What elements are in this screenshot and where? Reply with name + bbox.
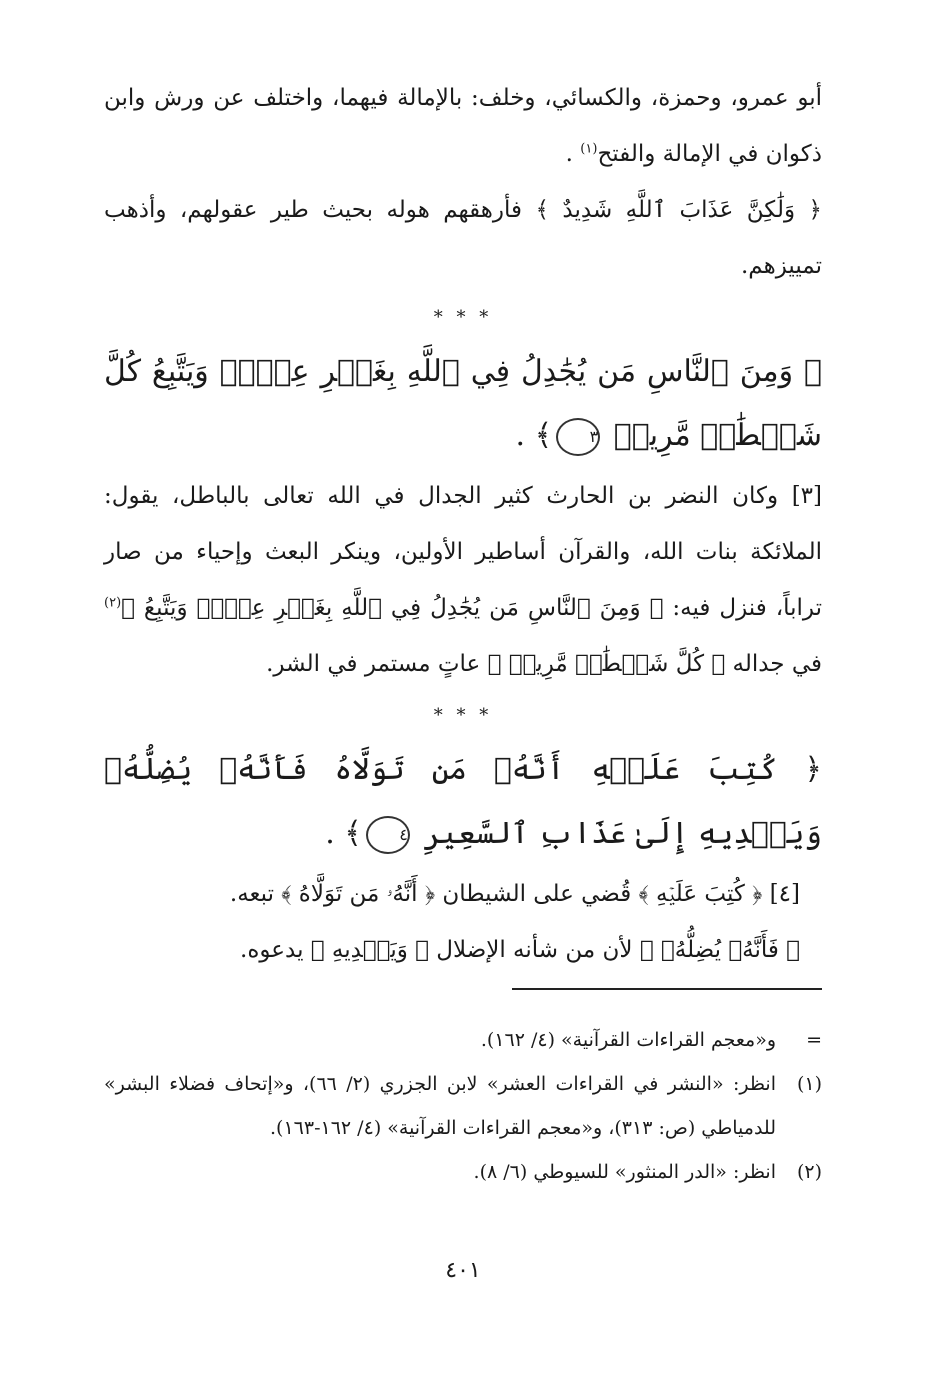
tafsir-3-text-b: في جداله [732,651,822,677]
verse-4-text: ﴿ كُتِبَ عَلَيۡهِ أَنَّهُۥ مَن تَوَلَّاهُ فَأَنَّهُۥ يُضِلُّهُۥ وَيَهۡدِيهِ إِلَىٰ عَذَابِ ٱلسَّعِيرِ [104,752,822,851]
tafsir-4-text-1: ﴿ كُتِبَ عَلَيۡهِ ﴾ قُضي على الشيطان ﴿ أَنَّهُۥ مَن تَوَلَّاهُ ﴾ تبعه. [229,881,763,907]
page-body [104,70,822,978]
readings-end: . [565,141,573,167]
footnote-continuation [104,1018,822,1062]
footnote-ref-2[interactable]: (٢) [104,595,122,611]
tafsir-3-text-c: عاتٍ مستمر في الشر. [266,651,481,677]
footnote-label: (٢) [796,1161,822,1183]
footnote-divider [512,988,822,990]
verse-4-end: ﴾ . [325,816,362,851]
verse-3 [104,340,822,468]
paragraph-readings [104,70,822,182]
verse-4 [104,738,822,866]
readings-text: أبو عمرو، وحمزة، والكسائي، وخلف: بالإمالة فيهما، واختلف عن ورش وابن ذكوان في الإمالة والفتح [104,85,822,167]
footnote-label: (١) [796,1073,822,1095]
footnotes [104,1018,822,1194]
tafsir-3-label: [٣] [791,483,823,509]
section-separator: * * * [433,705,493,726]
tafsir-3 [104,468,822,692]
verse-3-text: ﴿ وَمِنَ ٱلنَّاسِ مَن يُجَٰدِلُ فِي ٱللَّهِ بِغَيۡرِ عِلۡمٖ وَيَتَّبِعُ كُلَّ شَيۡطَٰنٖ مَّرِيدٖ [104,354,822,453]
tafsir-4-text-2: ﴿ فَأَنَّهُۥ يُضِلُّهُۥ ﴾ لأن من شأنه الإضلال ﴿ وَيَهۡدِيهِ ﴾ يدعوه. [240,937,800,963]
commentary-text: فأرهقهم هوله بحيث طير عقولهم، وأذهب تمييزهم. [104,197,822,279]
footnote-1 [104,1062,822,1150]
footnote-ref-1[interactable]: (١) [580,141,598,157]
footnote-label: = [806,1029,822,1051]
footnote-text: انظر: «النشر في القراءات العشر» لابن الجزري (٢/ ٦٦)، و«إتحاف فضلاء البشر» للدمياطي (ص: ٣١٣)، و«معجم القراءات القرآنية» (٤/ ١٦٢-١٦٣). [104,1073,776,1139]
footnote-text: انظر: «الدر المنثور» للسيوطي (٦/ ٨). [473,1161,776,1183]
paragraph-punishment [104,182,822,294]
quran-quote: ﴿ وَمِنَ ٱلنَّاسِ مَن يُجَٰدِلُ فِي ٱللَّهِ بِغَيۡرِ عِلۡمٖ وَيَتَّبِعُ ﴾ [121,595,664,621]
footnote-2 [104,1150,822,1194]
footnote-text: و«معجم القراءات القرآنية» (٤/ ١٦٢). [480,1029,776,1051]
ayah-number-4: ٤ [366,816,410,854]
tafsir-4-line-1 [104,866,822,922]
tafsir-3-text-a: وكان النضر بن الحارث كثير الجدال في الله تعالى بالباطل، يقول: الملائكة بنات الله، والقرآن أساطير الأولين، وينكر البعث وإحياء من صار تراباً، فنزل فيه: [104,483,823,621]
quran-quote: ﴿ وَلَٰكِنَّ عَذَابَ ٱللَّهِ شَدِيدٌ ﴾ [535,197,823,223]
verse-3-end: ﴾ . [515,418,553,453]
page-number: ٤٠١ [445,1258,481,1283]
tafsir-4-line-2 [104,922,822,978]
tafsir-4-label: [٤] [769,881,800,907]
quran-quote: ﴿ كُلَّ شَيۡطَٰنٖ مَّرِيدٖ ﴾ [487,651,726,677]
ayah-number-3: ٣ [556,418,600,456]
section-separator: * * * [433,307,493,328]
